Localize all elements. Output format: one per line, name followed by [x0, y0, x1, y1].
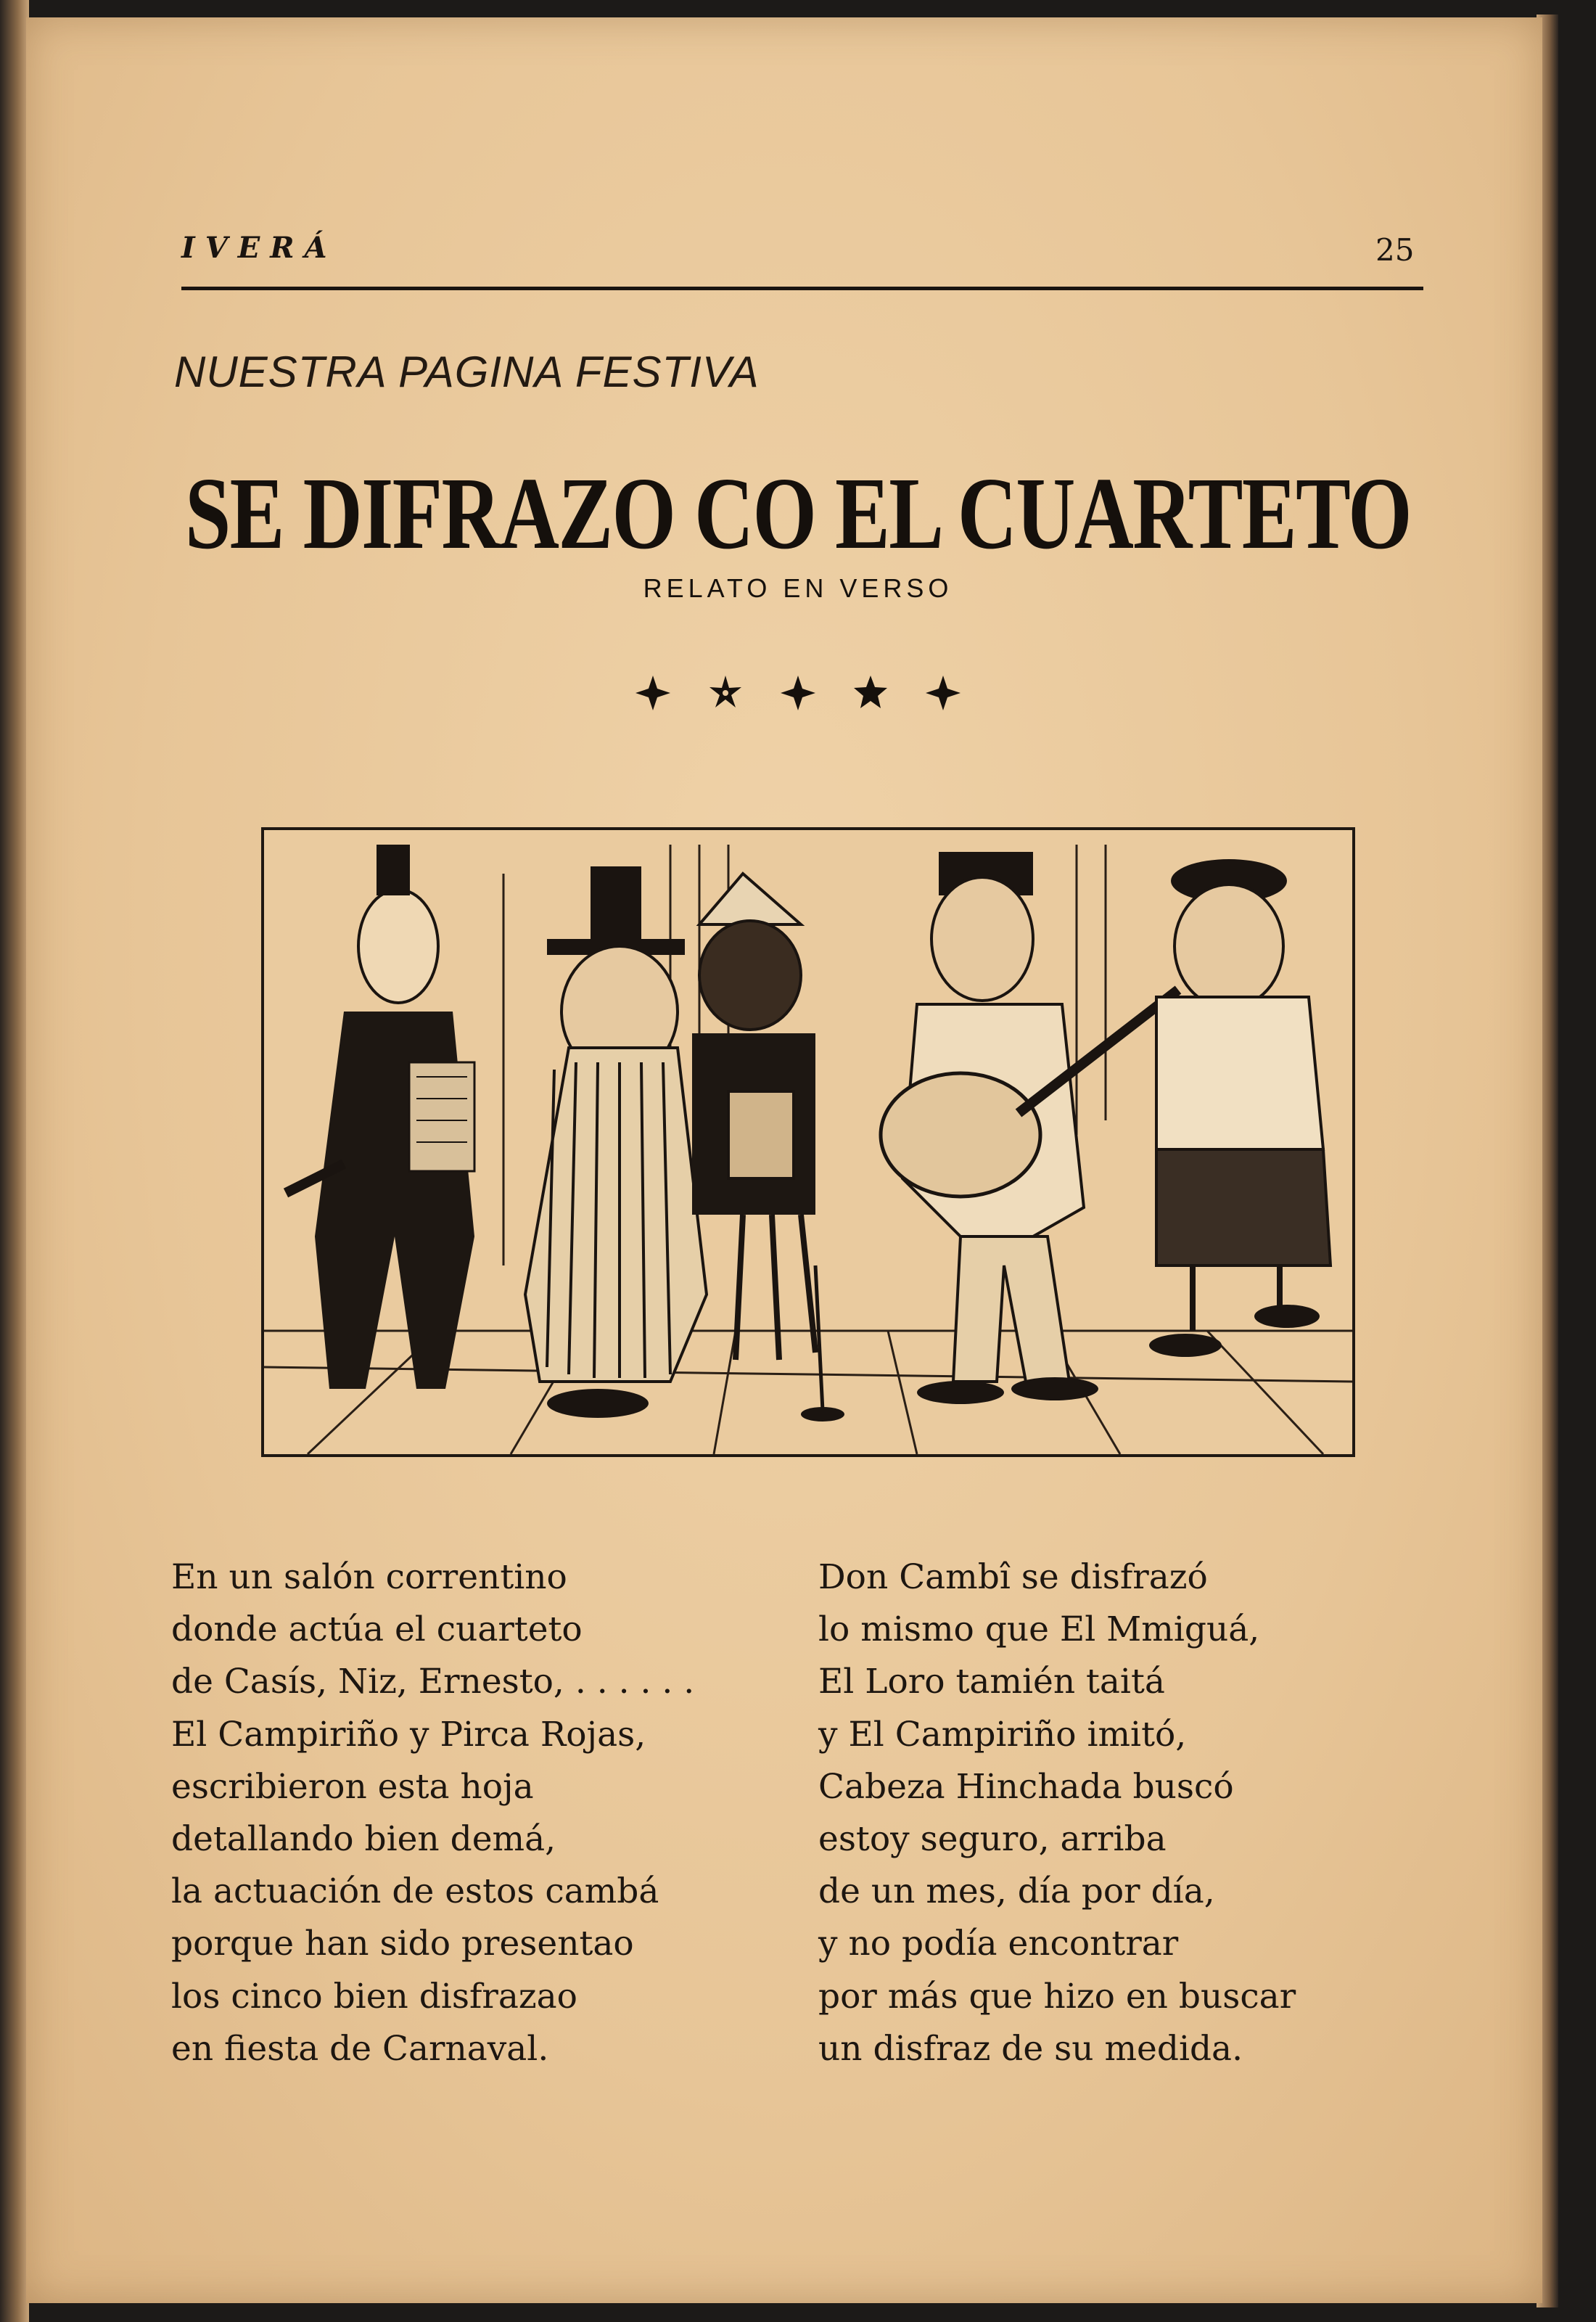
verse-line: El Loro tamién taitá [818, 1662, 1165, 1702]
verse-line: y no podía encontrar [818, 1924, 1179, 1964]
verse-line: lo mismo que El Mmiguá, [818, 1609, 1260, 1650]
book-spine-shadow [0, 0, 29, 2322]
verse-line: En un salón correntino [171, 1557, 567, 1597]
article-title: SE DIFRAZO CO EL CUARTETO [185, 456, 1411, 570]
figure-top-hat-man [525, 866, 707, 1418]
figure-guitar-player [881, 852, 1178, 1404]
verse-line: los cinco bien disfrazao [171, 1976, 577, 2017]
figure-accordion-man [286, 845, 474, 1389]
verse-line: Don Cambî se disfrazó [818, 1557, 1208, 1597]
verse-line: El Campiriño y Pirca Rojas, [171, 1714, 646, 1755]
star-cross-icon [781, 676, 815, 710]
verse-line: porque han sido presentao [171, 1924, 634, 1964]
page-number: 25 [1375, 232, 1415, 268]
section-label: NUESTRA PAGINA FESTIVA [174, 348, 760, 396]
ornament-row [631, 668, 965, 718]
verse-line: de un mes, día por día, [818, 1871, 1215, 1912]
verse-line: detallando bien demá, [171, 1819, 556, 1860]
figure-seated-player [692, 874, 844, 1421]
star-cross-icon [926, 676, 961, 710]
verse-column-left [171, 1551, 795, 2075]
verse-line: escribieron esta hoja [171, 1766, 534, 1807]
header-rule [181, 287, 1423, 290]
star-cross-icon [635, 676, 670, 710]
verse-column-right [818, 1551, 1442, 2075]
verse-line: y El Campiriño imitó, [818, 1714, 1187, 1755]
verse-line: donde actúa el cuarteto [171, 1609, 583, 1650]
verse-line: la actuación de estos cambá [171, 1871, 659, 1912]
cartoon-illustration [261, 827, 1355, 1457]
running-title: IVERÁ [181, 231, 337, 265]
quartet-cartoon-image [264, 830, 1352, 1454]
figure-beret-man [1149, 859, 1330, 1357]
verse-line: estoy seguro, arriba [818, 1819, 1167, 1860]
verse-line: por más que hizo en buscar [818, 1976, 1296, 2017]
verse-line: un disfraz de su medida. [818, 2028, 1243, 2069]
verse-line: en fiesta de Carnaval. [171, 2028, 549, 2069]
star-icon [854, 676, 887, 708]
verse-line: de Casís, Niz, Ernesto, . . . . . . [171, 1662, 695, 1702]
article-subtitle: RELATO EN VERSO [643, 573, 953, 603]
asterisk-star-icon [709, 676, 741, 707]
verse-line: Cabeza Hinchada buscó [818, 1766, 1234, 1807]
